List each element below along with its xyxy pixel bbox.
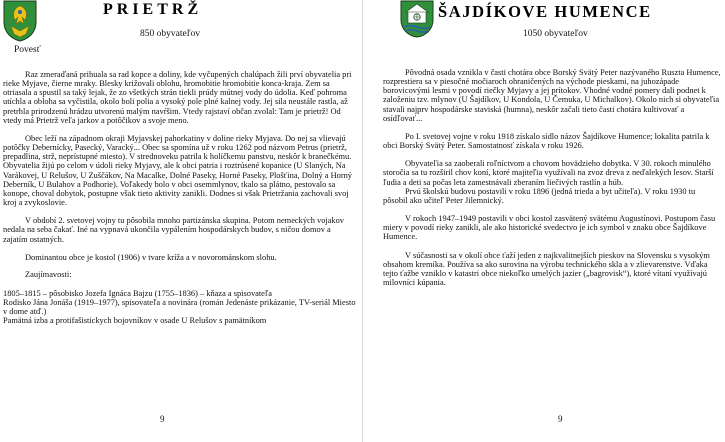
right-page-number: 9 xyxy=(558,414,563,424)
right-paragraph-sand: V súčasnosti sa v okolí obce ťaží jeden z najkvalitnejších pieskov na Slovensku s vysokým obsahom kremíka. Používa sa ako surovina na výrobu technického skla a v zlievarenstve. Vďaka tejto ťažbe vzniklo v katastri obce niekoľko umelých jazier („bagrovisk“), ktoré vítaní využívajú milovníci kúpania. xyxy=(383,250,710,287)
right-page-population: 1050 obyvateľov xyxy=(523,29,588,39)
right-page-title: ŠAJDÍKOVE HUMENCE xyxy=(438,2,652,21)
left-paragraph-legend: Raz zmeraďaná prihuala sa rad kopce a doliny, kde vyčupených chalúpach žili prví obyvatelia pri rieke Myjave, čierne mraky. Blesky križovali oblohu, hromobitie hromobitie konca-kraja. Zem sa otriasala a spustil sa taký lejak, že zo všetkých strán tiekli prúdy mútnej vody do údolia. Keď pohromа utíchla a obloha sa vyčistila, okolo boli polia a vysoký pole plné kalnej vody. Jej sila neustále rastla, až pretrhla prirodzenú hrádzu utvorenú malým navŕšim. Vtedy rajstaví občan zvolal: Tam je prietrž! Od vtedy má Prietrž veľa jarkov a potôčikov a svoje meno. xyxy=(3,70,352,125)
right-paragraph-farming: Obyvateľia sa zaoberali roľníctvom a chovom hovädzieho dobytka. V 30. rokoch minulého storočia sa tu rozširil chov koní, ktoré majiteľia využívali na zvoz dreva z neďalekých lesov. Starší ľudia a deti sa počas leta zamestnávali zberaním liečivých rastlín a húb. xyxy=(383,159,714,187)
left-page xyxy=(0,0,362,442)
right-paragraph-church: V rokoch 1947–1949 postavili v obci kostol zasvätený svätému Augustínovi. Postupom času miery v povodí rieky zanikli, ale ako historické svedectvo je ich symbol v znaku obce Šajdíkove Humence. xyxy=(383,214,716,242)
right-paragraph-name: Po I. svetovej vojne v roku 1918 získalo sídlo názov Šajdíkove Humence; lokalita patrila k obci Borský Svätý Peter. Samostatnosť získala v roku 1926. xyxy=(383,131,710,151)
left-fact-item: 1805–1815 – pôsobisko Jozefa Ignáca Bajzu (1755–1836) – kňaza a spisovateľa xyxy=(3,288,273,298)
left-paragraph-church: Dominantou obce je kostol (1906) v tvare kríža a v novorománskom slohu. xyxy=(25,252,277,262)
right-paragraph-school: Prvú školskú budovu postavili v roku 1896 (jedná trieda a byt učiteľa). V roku 1930 tu pôsobil ako učiteľ Peter Jilemnický. xyxy=(383,186,696,205)
left-paragraph-wwii: V období 2. svetovej vojny tu pôsobila mnoho partizánska skupina. Potom nemeckých vojakov nedala na seba čakať. Iné na vypnavá ukončila vypálením hospodárskych budov, s ničou domov a zajatím ostatných. xyxy=(3,216,344,244)
left-page-body xyxy=(3,70,357,326)
left-section-heading: Zaujímavosti: xyxy=(25,269,72,279)
left-page-number: 9 xyxy=(160,414,165,424)
sajdikove-humence-coat-of-arms-icon xyxy=(400,0,434,38)
right-paragraph-origin: Pôvodná osada vznikla v časti chotára obce Borský Svätý Peter nazývaného Ruszta Humence, rozprestiera sa v piesočné močiaroch ohraničených na východe pieskami, na juhozápade borovicovými lesmi v povodí riečky Myjavy a jej prítokov. Vhodné vodné pomery dali podnet k založeniu tzv. mlynov (U Šajdíkov, U Kondola, U Čemuka, U Michalkov). Okolo nich si obyvateľia stavali najprv hospodárske staviská (humna), neskôr začali tieto časti chotára kultivovať a osídľovať... xyxy=(383,68,721,123)
right-page-body xyxy=(383,68,721,287)
prietrz-coat-of-arms-icon xyxy=(2,0,38,42)
left-fact-item: Rodisko Jána Jonáša (1919–1977), spisovateľa a novinára (román Jedenáste prikázanie, TV-seriál Miesto v dome atď.) xyxy=(3,298,356,317)
left-page-title: PRIETRŽ xyxy=(103,1,203,18)
right-page xyxy=(363,0,725,442)
left-page-population: 850 obyvateľov xyxy=(140,29,201,39)
left-paragraph-geography: Obec leží na západnom okraji Myjavskej pahorkatiny v doline rieky Myjava. Do nej sa vlievajú potôčky Debernícky, Pasecký, Varacký... Obec sa spomína už v roku 1262 pod názvom Petrus (prietrž, prepadlina, strž, neprístupné miesto). V strednoveku patrila k holíčkemu panstvu, neskôr k branečkému. Obyvatelia žijú po celom v údoli rieky Myjavy, ale k obci patria i roztrúsené kopanice (U Slaných, Na Varákovej, U Relušov, U Zuščákov, Na Macalke, Dolné Pasekу, Horné Pasekу, Plošťina, Dolný a Horný Deberník, U Bulahov a Podhorie). Voľakedy bolo v obci osemmlynov, tkalo sa plátno, pestovalo sa konope, choval dobytok, postupne však tieto aktivity zanikli. Dodnes si však Prietržania zachovali svoj kroj a zvykoslovie. xyxy=(3,133,352,208)
left-page-genre: Povesť xyxy=(14,45,41,55)
left-fact-item: Pamätná izba a protifašistickych bojovníkov v osade U Relušov s pamätníkom xyxy=(3,316,267,326)
